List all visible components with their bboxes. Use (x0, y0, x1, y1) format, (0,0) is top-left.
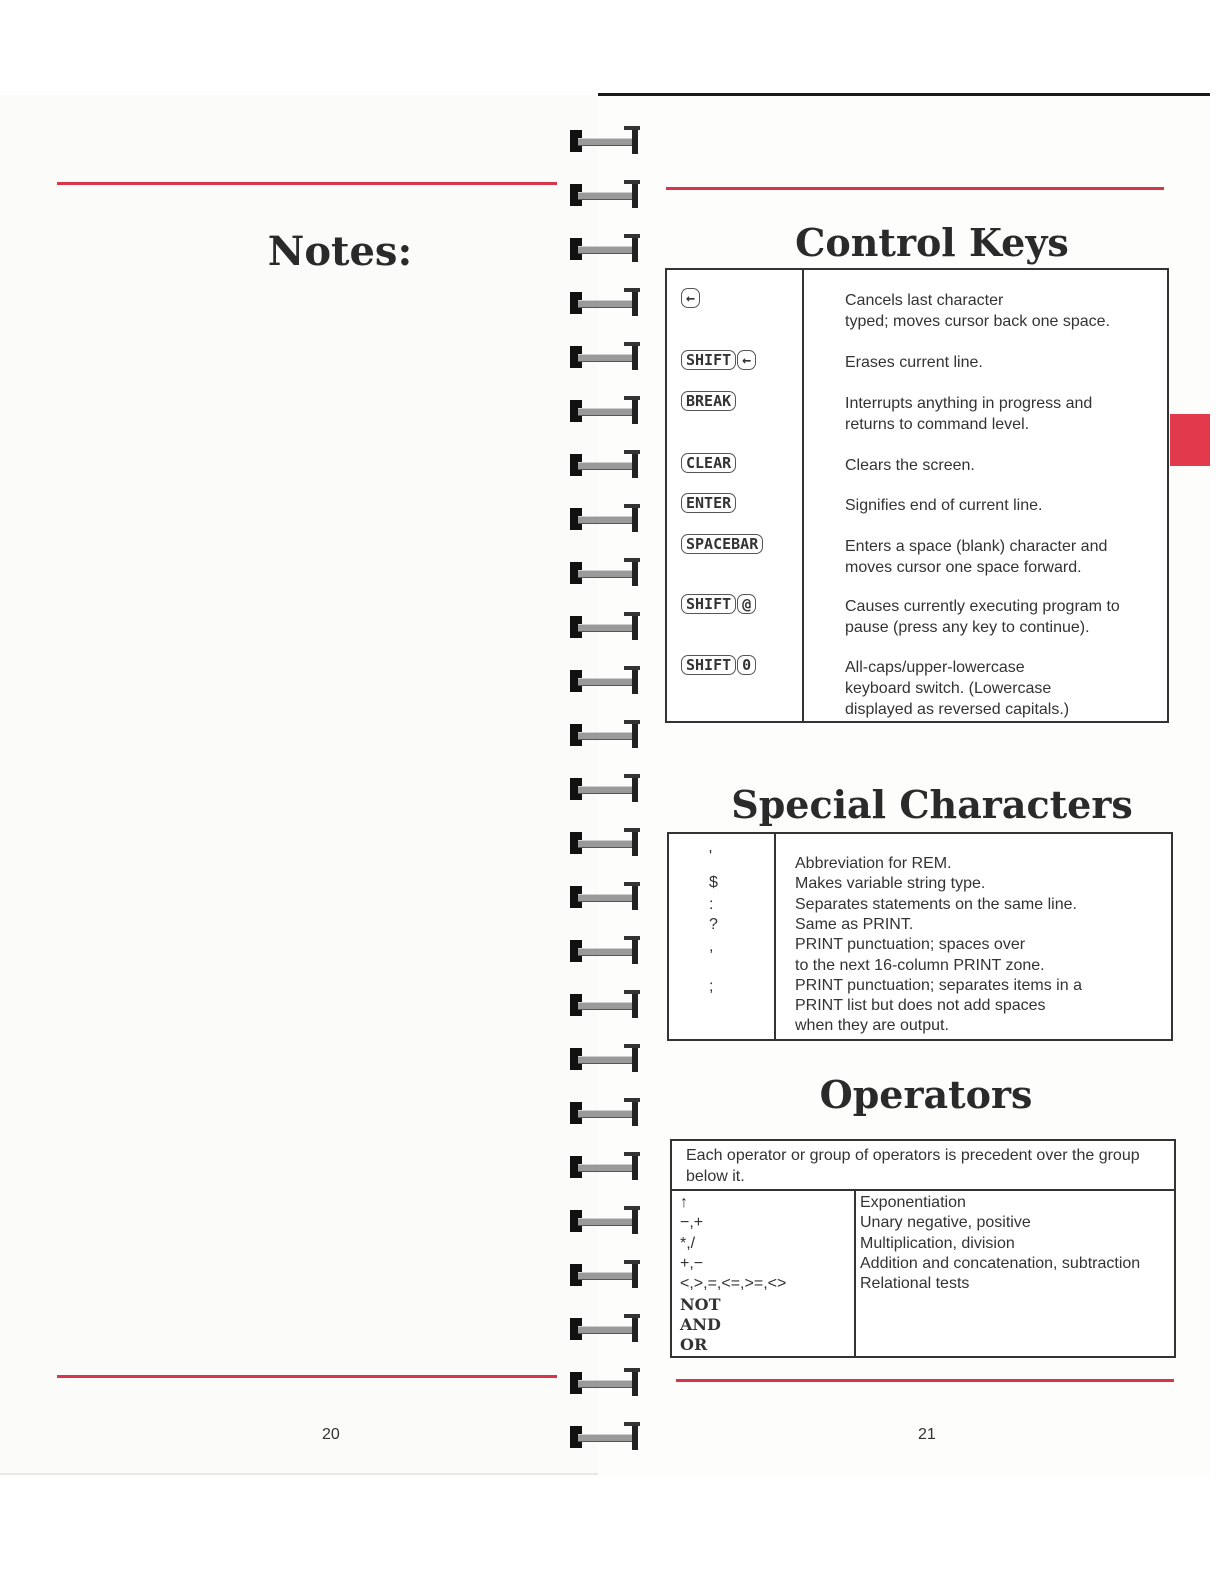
operator-symbol: +,− (680, 1254, 704, 1272)
control-key-description: Signifies end of current line. (845, 497, 1043, 514)
special-character-symbol: , (709, 938, 714, 955)
spiral-ring (562, 990, 646, 1020)
spiral-ring-right (632, 128, 638, 154)
spiral-ring-cap (624, 126, 640, 130)
special-character-symbol: ? (709, 916, 718, 933)
spiral-ring-cap (624, 882, 640, 886)
special-character-symbol: $ (709, 874, 718, 891)
operator-symbol: AND (680, 1314, 721, 1334)
spiral-ring-right (632, 938, 638, 964)
special-character-description: to the next 16-column PRINT zone. (795, 956, 1045, 974)
spiral-ring-right (632, 344, 638, 370)
control-key-description: Erases current line. (845, 354, 983, 371)
spiral-ring-right (632, 506, 638, 532)
spiral-ring-cap (624, 1206, 640, 1210)
spiral-ring (562, 288, 646, 318)
spiral-ring-cap (624, 234, 640, 238)
spiral-ring (562, 720, 646, 750)
spiral-ring-cap (624, 1422, 640, 1426)
control-key-description: All-caps/upper-lowercase keyboard switch. (Lowercase displayed as reversed capitals.) (845, 659, 1070, 718)
control-key (681, 493, 736, 513)
spiral-ring-right (632, 1370, 638, 1396)
keycap: CLEAR (681, 453, 736, 473)
keycap: 0 (737, 655, 756, 675)
control-key-description: Clears the screen. (845, 457, 975, 474)
spiral-ring (562, 558, 646, 588)
spiral-ring-wire (578, 894, 638, 902)
spiral-ring-cap (624, 990, 640, 994)
spiral-ring-wire (578, 246, 638, 254)
operator-symbol: −,+ (680, 1214, 704, 1232)
special-character-symbol: ; (709, 978, 714, 995)
operators-intro-divider (672, 1189, 1174, 1191)
special-character-description: PRINT punctuation; spaces over (795, 936, 1026, 954)
operator-symbol: NOT (680, 1294, 721, 1314)
keycap: ← (681, 288, 700, 308)
spiral-ring-right (632, 776, 638, 802)
spiral-ring (562, 1260, 646, 1290)
spiral-ring-wire (578, 1218, 638, 1226)
control-key-description: Enters a space (blank) character and moves cursor one space forward. (845, 538, 1108, 576)
spiral-ring (562, 1206, 646, 1236)
control-key (681, 350, 756, 370)
spiral-ring (562, 1314, 646, 1344)
right-top-rule (666, 187, 1164, 190)
spiral-ring (562, 126, 646, 156)
spiral-ring-wire (578, 1272, 638, 1280)
keycap: BREAK (681, 391, 736, 411)
spiral-ring-cap (624, 828, 640, 832)
spiral-ring-cap (624, 396, 640, 400)
spiral-ring-right (632, 236, 638, 262)
spiral-ring-wire (578, 354, 638, 362)
spiral-ring-wire (578, 840, 638, 848)
spiral-ring-cap (624, 720, 640, 724)
control-key-description: Cancels last character typed; moves cursor back one space. (845, 292, 1111, 330)
spiral-ring-cap (624, 936, 640, 940)
spiral-ring-wire (578, 624, 638, 632)
spiral-ring (562, 1152, 646, 1182)
spiral-ring-right (632, 1154, 638, 1180)
spiral-ring (562, 936, 646, 966)
spiral-ring-wire (578, 732, 638, 740)
operator-symbol: ↑ (680, 1194, 688, 1211)
spiral-ring-wire (578, 1110, 638, 1118)
left-bottom-rule (57, 1375, 557, 1378)
spiral-ring-wire (578, 1326, 638, 1334)
control-keys-title: Control Keys (795, 220, 1069, 265)
spiral-ring-wire (578, 1002, 638, 1010)
control-keys-divider (802, 270, 804, 721)
operator-description: Exponentiation (860, 1194, 966, 1211)
spiral-ring-right (632, 992, 638, 1018)
spiral-ring-right (632, 398, 638, 424)
spiral-ring-wire (578, 678, 638, 686)
page-number-right: 21 (918, 1426, 936, 1443)
special-character-description: Abbreviation for REM. (795, 855, 952, 872)
keycap: ENTER (681, 493, 736, 513)
operator-description: Relational tests (860, 1275, 970, 1293)
spiral-ring-right (632, 668, 638, 694)
spiral-ring-cap (624, 666, 640, 670)
spiral-ring (562, 1044, 646, 1074)
notes-title: Notes: (267, 228, 413, 275)
special-character-description: PRINT list but does not add spaces (795, 997, 1046, 1015)
spiral-ring-cap (624, 1152, 640, 1156)
keycap: SHIFT (681, 655, 736, 675)
spiral-ring-right (632, 560, 638, 586)
keycap: @ (737, 594, 756, 614)
keycap: SHIFT (681, 350, 736, 370)
spiral-ring-cap (624, 612, 640, 616)
spiral-ring (562, 612, 646, 642)
spiral-ring-wire (578, 300, 638, 308)
special-characters-divider (774, 834, 776, 1039)
spiral-ring (562, 234, 646, 264)
spiral-ring-cap (624, 1260, 640, 1264)
spiral-ring (562, 450, 646, 480)
spiral-ring-right (632, 830, 638, 856)
spiral-ring (562, 774, 646, 804)
spiral-ring-right (632, 1046, 638, 1072)
spiral-ring (562, 342, 646, 372)
spiral-ring-right (632, 1262, 638, 1288)
spiral-ring-cap (624, 342, 640, 346)
special-character-description: Same as PRINT. (795, 915, 914, 933)
special-character-symbol: : (709, 896, 714, 913)
spiral-ring-wire (578, 192, 638, 200)
spiral-ring-cap (624, 450, 640, 454)
page-number-left: 20 (322, 1426, 340, 1443)
control-key (681, 594, 756, 614)
spiral-ring-wire (578, 948, 638, 956)
spiral-ring-cap (624, 288, 640, 292)
control-key (681, 534, 763, 554)
spiral-ring-cap (624, 180, 640, 184)
spiral-ring-wire (578, 516, 638, 524)
spiral-ring-cap (624, 774, 640, 778)
control-key (681, 453, 736, 473)
spiral-ring-right (632, 884, 638, 910)
spiral-ring-cap (624, 504, 640, 508)
operator-symbol: OR (680, 1335, 708, 1355)
spiral-ring-right (632, 1100, 638, 1126)
control-key-description: Causes currently executing program to pause (press any key to continue). (845, 598, 1120, 636)
spiral-ring-right (632, 614, 638, 640)
right-bottom-rule (676, 1379, 1174, 1382)
spiral-ring (562, 666, 646, 696)
operator-description: Addition and concatenation, subtraction (860, 1254, 1141, 1272)
spiral-ring-right (632, 1424, 638, 1450)
operators-divider (854, 1190, 856, 1356)
spiral-ring-cap (624, 1098, 640, 1102)
spiral-ring-cap (624, 1044, 640, 1048)
special-character-description: PRINT punctuation; separates items in a (795, 976, 1082, 994)
spiral-ring-wire (578, 1056, 638, 1064)
spiral-ring-right (632, 290, 638, 316)
control-key (681, 391, 736, 411)
spiral-ring-right (632, 1316, 638, 1342)
operators-title: Operators (819, 1072, 1033, 1117)
spiral-ring-wire (578, 786, 638, 794)
special-character-description: when they are output. (795, 1017, 949, 1035)
keycap: SPACEBAR (681, 534, 763, 554)
special-characters-title: Special Characters (731, 782, 1133, 827)
spiral-ring-wire (578, 1380, 638, 1388)
spiral-ring (562, 1098, 646, 1128)
special-character-symbol: ' (709, 848, 713, 865)
operator-description: Multiplication, division (860, 1234, 1015, 1252)
spiral-ring (562, 1368, 646, 1398)
control-keys-table (665, 268, 1169, 723)
spiral-ring (562, 180, 646, 210)
operator-description: Unary negative, positive (860, 1214, 1031, 1232)
spiral-ring-wire (578, 138, 638, 146)
left-top-rule (57, 182, 557, 185)
spiral-ring-wire (578, 570, 638, 578)
control-key-description: Interrupts anything in progress and returns to command level. (845, 395, 1093, 433)
spiral-ring (562, 882, 646, 912)
keycap: ← (737, 350, 756, 370)
spiral-ring (562, 828, 646, 858)
operator-symbol: *,/ (680, 1234, 696, 1252)
operators-intro: Each operator or group of operators is precedent over the group below it. (686, 1147, 1140, 1185)
spiral-ring-right (632, 182, 638, 208)
spiral-ring-wire (578, 408, 638, 416)
operator-symbol: <,>,=,<=,>=,<> (680, 1275, 787, 1293)
spiral-ring-right (632, 722, 638, 748)
spiral-ring-wire (578, 462, 638, 470)
spiral-ring-right (632, 1208, 638, 1234)
spiral-ring (562, 396, 646, 426)
spiral-ring-cap (624, 558, 640, 562)
spiral-ring-wire (578, 1434, 638, 1442)
special-characters-table (667, 832, 1173, 1041)
keycap: SHIFT (681, 594, 736, 614)
spiral-ring (562, 1422, 646, 1452)
spiral-ring-cap (624, 1368, 640, 1372)
spiral-ring (562, 504, 646, 534)
left-page (0, 95, 600, 1475)
spiral-ring-cap (624, 1314, 640, 1318)
special-character-description: Makes variable string type. (795, 875, 986, 893)
spiral-ring-wire (578, 1164, 638, 1172)
special-character-description: Separates statements on the same line. (795, 895, 1077, 913)
operators-table (670, 1139, 1176, 1358)
control-key (681, 288, 700, 308)
spiral-ring-right (632, 452, 638, 478)
control-key (681, 655, 756, 675)
section-tab (1170, 414, 1210, 466)
